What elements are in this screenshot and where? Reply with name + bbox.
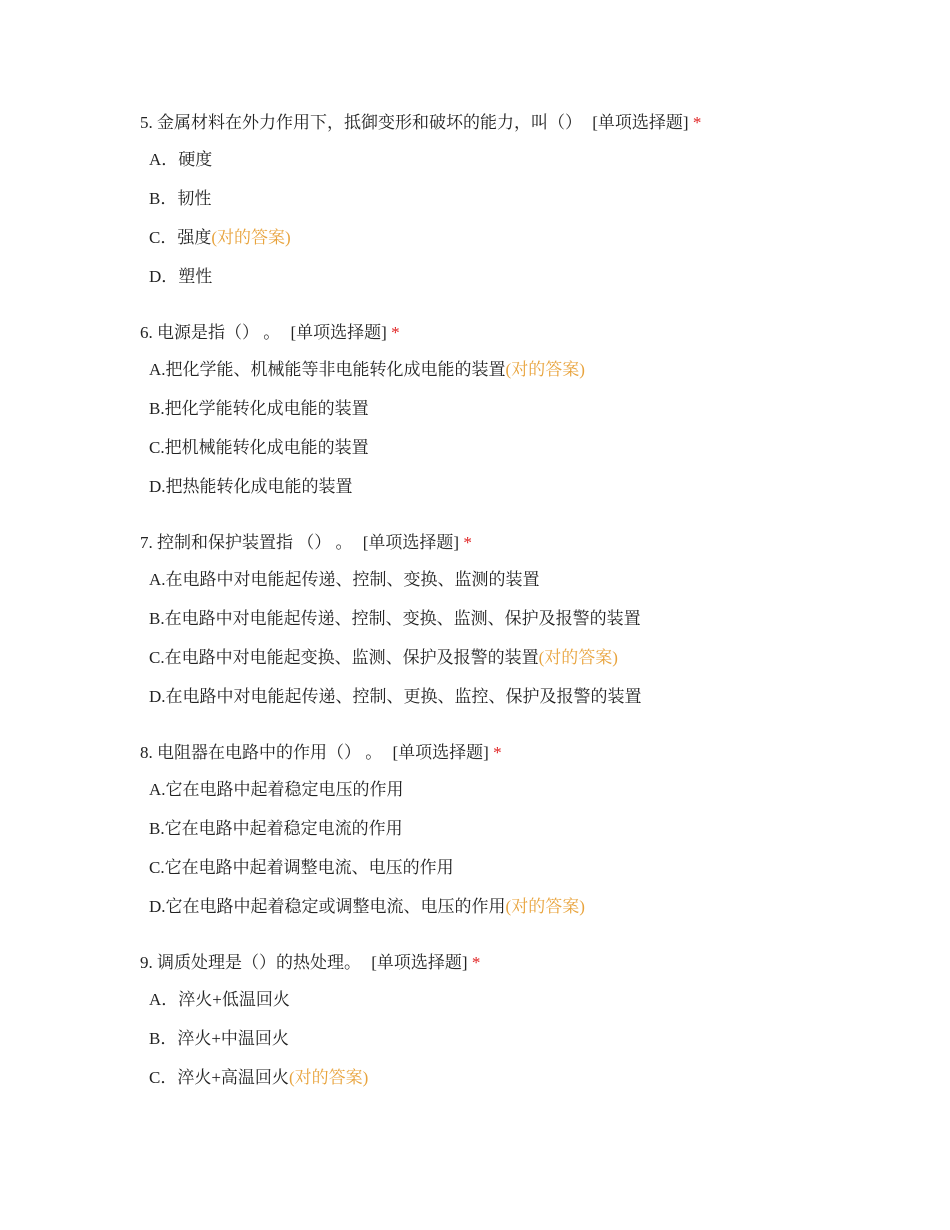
option-label: C． bbox=[149, 1068, 178, 1087]
question-text: 电阻器在电路中的作用（） 。 bbox=[157, 743, 383, 762]
option-label: C. bbox=[149, 438, 165, 457]
question-6 bbox=[140, 318, 950, 515]
option-text: 在电路中对电能起传递、控制、变换、监测、保护及报警的装置 bbox=[164, 609, 641, 628]
question-title bbox=[140, 318, 950, 348]
question-type: [单项选择题] bbox=[592, 113, 689, 132]
option-d[interactable] bbox=[140, 266, 950, 305]
option-label: C. bbox=[149, 858, 165, 877]
option-c[interactable] bbox=[140, 437, 950, 476]
option-b[interactable] bbox=[140, 398, 950, 437]
option-label: C. bbox=[149, 648, 165, 667]
option-d[interactable] bbox=[140, 896, 950, 935]
option-label: B． bbox=[149, 189, 178, 208]
question-title bbox=[140, 108, 950, 138]
option-a[interactable] bbox=[140, 149, 950, 188]
required-star: * bbox=[391, 323, 400, 342]
option-text: 在电路中对电能起传递、控制、更换、监控、保护及报警的装置 bbox=[165, 687, 642, 706]
option-a[interactable] bbox=[140, 989, 950, 1028]
option-text: 它在电路中起着稳定或调整电流、电压的作用 bbox=[165, 897, 506, 916]
correct-answer-mark: (对的答案) bbox=[288, 1068, 369, 1087]
option-label: A. bbox=[149, 360, 166, 379]
option-d[interactable] bbox=[140, 476, 950, 515]
question-7 bbox=[140, 528, 950, 725]
option-a[interactable] bbox=[140, 779, 950, 818]
option-label: B. bbox=[149, 609, 165, 628]
option-c[interactable] bbox=[140, 647, 950, 686]
option-text: 在电路中对电能起传递、控制、变换、监测的装置 bbox=[165, 570, 540, 589]
option-text: 淬火+低温回火 bbox=[178, 990, 290, 1009]
question-9 bbox=[140, 948, 950, 1106]
option-text: 硬度 bbox=[178, 150, 213, 169]
option-label: D. bbox=[149, 687, 166, 706]
option-text: 在电路中对电能起变换、监测、保护及报警的装置 bbox=[164, 648, 539, 667]
question-title bbox=[140, 738, 950, 768]
correct-answer-mark: (对的答案) bbox=[538, 648, 618, 667]
option-text: 强度 bbox=[177, 228, 212, 247]
option-label: C． bbox=[149, 228, 178, 247]
question-title bbox=[140, 528, 950, 558]
option-text: 它在电路中起着稳定电压的作用 bbox=[165, 780, 404, 799]
required-star: * bbox=[463, 533, 472, 552]
question-text: 调质处理是（）的热处理。 bbox=[157, 953, 361, 972]
option-b[interactable] bbox=[140, 1028, 950, 1067]
question-number: 6. bbox=[140, 323, 153, 342]
required-star: * bbox=[692, 113, 702, 132]
question-type: [单项选择题] bbox=[392, 743, 489, 762]
option-label: B． bbox=[149, 1029, 178, 1048]
required-star: * bbox=[493, 743, 502, 762]
question-type: [单项选择题] bbox=[362, 533, 460, 552]
option-label: A. bbox=[149, 780, 166, 799]
question-text: 控制和保护装置指 （） 。 bbox=[157, 533, 353, 552]
option-b[interactable] bbox=[140, 608, 950, 647]
question-number: 7. bbox=[140, 533, 153, 552]
option-text: 把机械能转化成电能的装置 bbox=[164, 438, 369, 457]
question-text: 金属材料在外力作用下，抵御变形和破坏的能力，叫（） bbox=[157, 113, 582, 132]
option-text: 淬火+高温回火 bbox=[177, 1068, 289, 1087]
option-c[interactable] bbox=[140, 857, 950, 896]
option-c[interactable] bbox=[140, 227, 950, 266]
option-label: D． bbox=[149, 267, 179, 286]
correct-answer-mark: (对的答案) bbox=[505, 360, 585, 379]
option-text: 淬火+中温回火 bbox=[177, 1029, 289, 1048]
option-b[interactable] bbox=[140, 818, 950, 857]
question-number: 9. bbox=[140, 953, 153, 972]
option-c[interactable] bbox=[140, 1067, 950, 1106]
option-text: 韧性 bbox=[177, 189, 212, 208]
option-list bbox=[140, 359, 950, 515]
correct-answer-mark: (对的答案) bbox=[505, 897, 585, 916]
correct-answer-mark: (对的答案) bbox=[211, 228, 291, 247]
option-list bbox=[140, 149, 950, 305]
option-text: 塑性 bbox=[178, 267, 213, 286]
option-text: 它在电路中起着调整电流、电压的作用 bbox=[164, 858, 454, 877]
option-b[interactable] bbox=[140, 188, 950, 227]
question-type: [单项选择题] bbox=[290, 323, 387, 342]
option-label: A． bbox=[149, 990, 179, 1009]
option-label: B. bbox=[149, 399, 165, 418]
option-d[interactable] bbox=[140, 686, 950, 725]
option-label: A. bbox=[149, 570, 166, 589]
option-list bbox=[140, 779, 950, 935]
option-label: A． bbox=[149, 150, 179, 169]
question-5 bbox=[140, 108, 950, 305]
question-title bbox=[140, 948, 950, 978]
option-text: 把化学能、机械能等非电能转化成电能的装置 bbox=[165, 360, 506, 379]
option-list bbox=[140, 989, 950, 1106]
option-a[interactable] bbox=[140, 569, 950, 608]
required-star: * bbox=[471, 953, 481, 972]
question-8 bbox=[140, 738, 950, 935]
option-text: 它在电路中起着稳定电流的作用 bbox=[164, 819, 403, 838]
option-label: B. bbox=[149, 819, 165, 838]
option-list bbox=[140, 569, 950, 725]
question-number: 8. bbox=[140, 743, 153, 762]
option-text: 把化学能转化成电能的装置 bbox=[164, 399, 369, 418]
option-a[interactable] bbox=[140, 359, 950, 398]
question-text: 电源是指（） 。 bbox=[157, 323, 281, 342]
question-type: [单项选择题] bbox=[371, 953, 468, 972]
option-text: 把热能转化成电能的装置 bbox=[165, 477, 353, 496]
option-label: D. bbox=[149, 477, 166, 496]
question-number: 5. bbox=[140, 113, 153, 132]
option-label: D. bbox=[149, 897, 166, 916]
